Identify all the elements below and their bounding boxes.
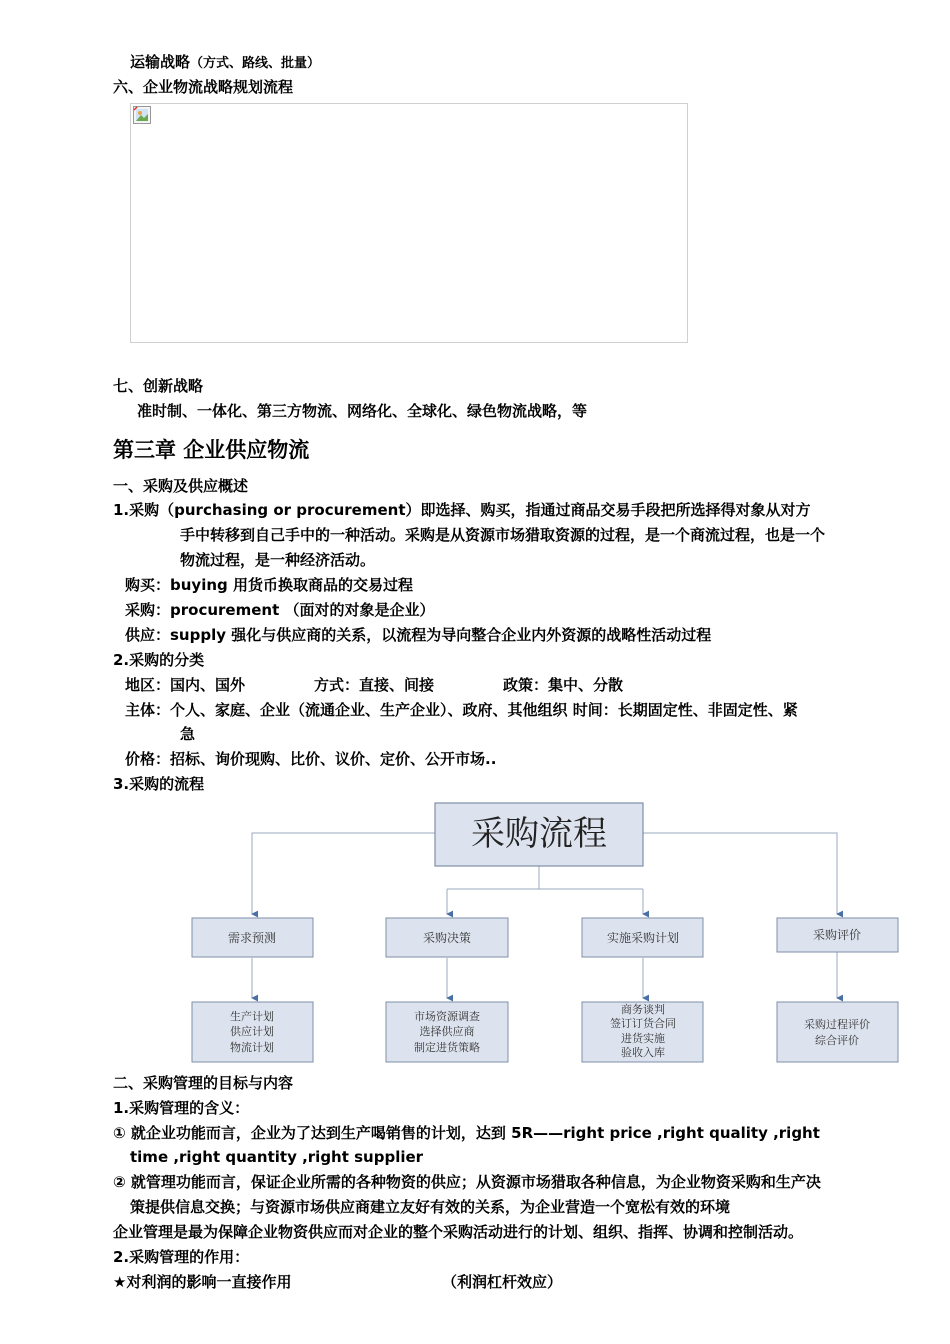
sub-demand-forecast: [192, 1002, 313, 1062]
sub-implement-plan: [582, 1002, 703, 1062]
section-six-heading: 六、企业物流战略规划流程: [113, 78, 294, 96]
profit-leverage-note: （利润杠杆效应）: [442, 1273, 563, 1291]
sub-item: 综合评价: [815, 1034, 859, 1047]
sub-item: 选择供应商: [419, 1025, 475, 1038]
broken-image-frame: [130, 103, 688, 343]
paragraph-line: 物流过程，是一种经济活动。: [180, 551, 376, 569]
paragraph-line: ① 就企业功能而言，企业为了达到生产喝销售的计划，达到 5R——right price ,right quality ,right: [113, 1124, 820, 1142]
branch-demand-forecast: [192, 918, 313, 957]
sub-item: 供应计划: [230, 1025, 274, 1038]
branch-label: 需求预测: [227, 931, 277, 945]
branch-label: 采购评价: [812, 928, 862, 942]
sub-item: 采购过程评价: [804, 1018, 870, 1031]
broken-image-icon: [133, 106, 151, 124]
paragraph-line: 策提供信息交换；与资源市场供应商建立友好有效的关系，为企业营造一个宽松有效的环境: [130, 1198, 731, 1216]
branch-implement-plan: [582, 918, 703, 957]
innovation-strategy-list: 准时制、一体化、第三方物流、网络化、全球化、绿色物流战略，等: [137, 402, 588, 420]
definition-supply: 供应：supply 强化与供应商的关系，以流程为导向整合企业内外资源的战略性活动过程: [125, 626, 712, 644]
sub-purchase-decision: [386, 1002, 508, 1062]
sub-item: 市场资源调查: [414, 1010, 480, 1023]
classification-subject: 主体：个人、家庭、企业（流通企业、生产企业）、政府、其他组织 时间：长期固定性、非固定性、紧: [125, 701, 798, 719]
paragraph-line: ② 就管理功能而言，保证企业所需的各种物资的供应；从资源市场猎取各种信息，为企业物资采购和生产决: [113, 1173, 821, 1191]
subsection-heading: 3.采购的流程: [113, 775, 205, 793]
branch-purchase-decision: [386, 918, 508, 957]
paragraph-line: 企业管理是最为保障企业物资供应而对企业的整个采购活动进行的计划、组织、指挥、协调和控制活动。: [113, 1223, 804, 1241]
sub-evaluation: [777, 1002, 898, 1062]
classification-price: 价格：招标、询价现购、比价、议价、定价、公开市场..: [125, 750, 497, 768]
procurement-flow-diagram: [190, 800, 905, 1068]
paragraph-line: 手中转移到自己手中的一种活动。采购是从资源市场猎取资源的过程，是一个商流过程，也是一个: [180, 526, 826, 544]
transport-strategy-paren: （方式、路线、批量）: [190, 56, 321, 71]
section-one-heading: 一、采购及供应概述: [113, 477, 249, 495]
definition-buying: 购买：buying 用货币换取商品的交易过程: [125, 576, 413, 594]
section-two-heading: 二、采购管理的目标与内容: [113, 1074, 294, 1092]
diagram-title: 采购流程: [471, 814, 607, 854]
sub-item: 生产计划: [230, 1010, 274, 1023]
subsection-heading: 1.采购管理的含义：: [113, 1099, 250, 1117]
bullet-profit-impact: ★对利润的影响一直接作用: [113, 1273, 292, 1291]
branch-label: 实施采购计划: [606, 931, 680, 945]
classification-policy: 政策：集中、分散: [503, 676, 624, 694]
section-seven-heading: 七、创新战略: [113, 377, 204, 395]
sub-item: 签订订货合同: [610, 1017, 676, 1030]
transport-strategy-text: 运输战略: [130, 53, 191, 71]
classification-method: 方式：直接、间接: [314, 676, 435, 694]
classification-subject-cont: 急: [180, 725, 196, 743]
chapter-title: 第三章 企业供应物流: [113, 438, 310, 462]
classification-region: 地区：国内、国外: [125, 676, 246, 694]
subsection-heading: 2.采购管理的作用：: [113, 1248, 250, 1266]
transport-strategy-line: [130, 50, 320, 76]
subsection-heading: 2.采购的分类: [113, 651, 205, 669]
sub-item: 物流计划: [230, 1041, 274, 1054]
paragraph-line: 1.采购（purchasing or procurement）即选择、购买，指通过商品交易手段把所选择得对象从对方: [113, 501, 811, 519]
sub-item: 进货实施: [621, 1032, 665, 1045]
sub-item: 商务谈判: [621, 1003, 665, 1016]
paragraph-line: time ,right quantity ,right supplier: [130, 1148, 424, 1166]
sub-item: 制定进货策略: [414, 1041, 480, 1054]
diagram-title-box: [435, 803, 643, 866]
branch-evaluation: [777, 918, 898, 952]
definition-procurement: 采购：procurement （面对的对象是企业）: [125, 601, 435, 619]
sub-item: 验收入库: [621, 1046, 665, 1059]
branch-label: 采购决策: [422, 931, 472, 945]
